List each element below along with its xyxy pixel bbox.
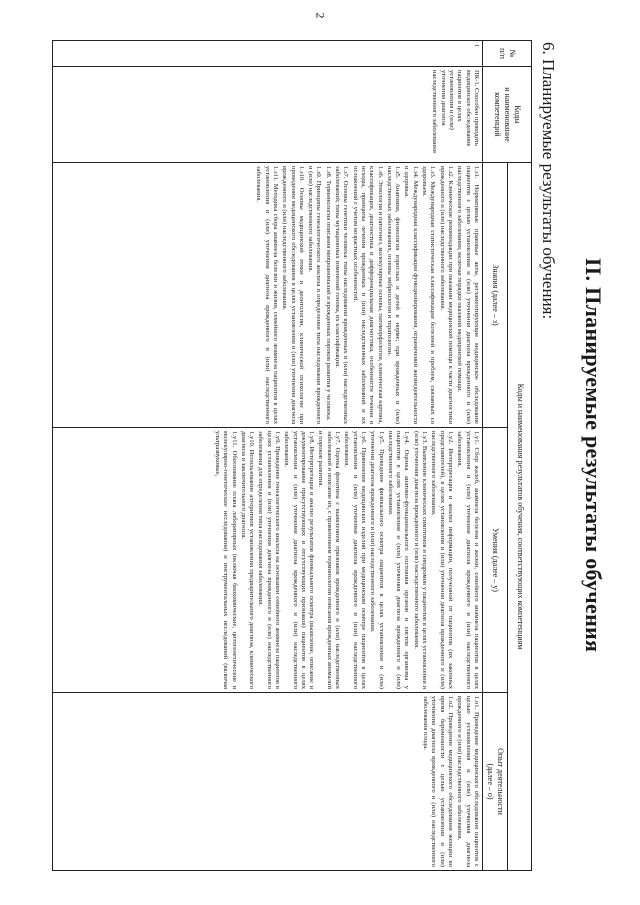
skill-item: 1.у4. Оценка анатомо-функционального состояния органов и систем организма у пациентов в целях установления и (или) уточнения диагноза врожденного и (или) наследственного заболевания. [386,431,411,689]
skill-item: 1.у3. Выявление клинических симптомов и синдромов у пациентов в целях установления и (или) уточнения диагноза врожденного и (или) наследственного заболевания. [412,431,429,689]
page-number: 2 [313,12,328,19]
knowledge-item: 1.з9. Принципы генеалогического анализа и определения типа наследования врожденного и (или) наследственного заболевания. [307,166,323,424]
skill-item: 1.у1. Сбор жалоб, анамнеза болезни и жизни, семейного анамнеза пациентов в целях установления и (или) уточнения диагноза врожденного и (или) наследственного заболевания. [456,431,480,689]
knowledge-item: 1.з7. Основы генетики человека: типы наследования врожденных и (или) наследственных заболеваний; типы мутационных изменений генома, их классификация. [334,166,350,424]
knowledge-item: 1.з5. Анатомия, физиология взрослых и детей в норме; при врожденных и (или) наследственных заболеваниях, основы эмбриологии и тератологии. [385,166,402,424]
table-row [53,41,483,871]
rotated-document-sheet [20,20,620,890]
competency-cell: ПК-1. Способен проводить медицинское обследование пациентов в целях установления и (или) уточнения диагноза наследственного заболевания [53,67,483,163]
skill-item: 1.у10. Использование алгоритмов установления предварительного диагноза, клинического диагноза и заключительного диагноза. [239,431,256,689]
knowledge-item: 1.з3. Международная статистическая классификация болезней и проблем, связанных со здоровьем. [421,166,437,424]
experience-item: 1.о1. Проведение медицинского обследования пациентов с целью установления и (или) уточнения диагноза врожденного и (или) наследственного заболевания. [456,696,480,867]
knowledge-item: 1.з1. Нормативные правовые акты, регламентирующие медицинское обследование пациентов с целью установления и (или) уточнения диагноза врожденного и (или) наследственного заболевания, включая порядки оказания медицинской помощи. [456,166,480,424]
skill-item: 1.у9. Проведение генеалогического анализа на основании семейного анамнеза пациентов в целях установления и (или) уточнения диагноза врожденного и (или) наследственного заболевания для определения типа наследования заболевания. [257,431,282,689]
section-title: II. Планируемые результаты обучения [581,257,606,653]
experience-item: 1.о2. Проведение медицинского обследования женщин во время беременности с целью установления и (или) уточнения диагноза врожденного и (или) наследственного заболевания плода. [422,696,454,867]
skill-item: 1.у2. Интерпретация и анализ информации, полученной от пациентов (их законных представителей), в целях установления и (или) уточнения диагноза врожденного и (или) наследственного заболевания. [430,431,454,689]
header-codes-group: Коды и наименования результатов обучения, соответствующих компетенциям [508,163,532,871]
knowledge-cell [53,163,483,428]
header-skills: Умения (далее – у) [482,428,507,693]
skill-item: 1.у8. Интерпретация и анализ результатов физикального осмотра (выявление, описание и документирование присутствующих и отсутствующих признаков) пациентов в целях установления и (или) уточнения диагноза врожденного и (или) наследственного заболевания. [283,431,316,689]
knowledge-item: 1.з6. Этиология и патогенез, молекулярные основы, патоморфология, клиническая картина, классификация, диагностика и дифференциальная диагностика, особенности течения и исходы, принципы лечения врожденных и (или) наследственных заболеваний и их осложнений с учетом возрастных особенностей. [351,166,384,424]
knowledge-item: 1.з10. Основы медицинской этики и деонтологии, клинической психологии при проведении медицинского обследования в целях установления и (или) уточнения диагноза врожденного и (или) наследственного заболевания. [281,166,305,424]
learning-results-table [52,40,532,871]
row-number-cell: 1 [53,41,483,67]
knowledge-item: 1.з11. Методика сбора анамнеза болезни и жизни, семейного анамнеза пациентов в целях установления и (или) уточнения диагноза врожденного и (или) наследственного заболевания. [255,166,280,424]
skill-item: 1.у5. Проведение физикального осмотра пациентов в целях установления и (или) уточнения диагноза врожденного и (или) наследственного заболевания. [369,431,385,689]
subsection-title: 6. Планируемые результаты обучения: [539,42,558,320]
header-row-number: № п/п [482,41,531,67]
header-knowledge: Знания (далее – з) [482,163,507,428]
skill-item: 1.у11. Обоснование плана лабораторных (включая биохимические, цитогенетические и молекулярно-генетические исследования) и инструментальных исследований (включая ультразвуковые, [213,431,238,689]
knowledge-item: 1.з8. Терминология описания микроаномалий и врожденных пороков развития у человека. [324,166,332,421]
header-competency: Коды и наименование компетенций [482,67,531,163]
knowledge-item: 1.з2. Клинические рекомендации при оказании медицинской помощи в части диагностики врожденного и (или) наследственного заболевания. [438,166,454,424]
knowledge-item: 1.з4. Международная классификация функционирования, ограничений жизнедеятельности и здоровья. [403,166,419,424]
skill-item: 1.у6. Применение медицинских изделий при медицинском осмотре пациентов в целях установления и (или) уточнения диагноза врожденного и (или) наследственного заболевания. [343,431,367,689]
header-experience: Опыт деятельности (далее – о) [482,693,507,871]
skill-item: 1.у7. Оценка фенотипа с выявлением признаков врожденного и (или) наследственных заболеваний и описание их, с применением терминологии описания врожденных аномалий и пороков развития. [317,431,342,689]
experience-cell [53,693,483,871]
skills-cell [53,428,483,693]
